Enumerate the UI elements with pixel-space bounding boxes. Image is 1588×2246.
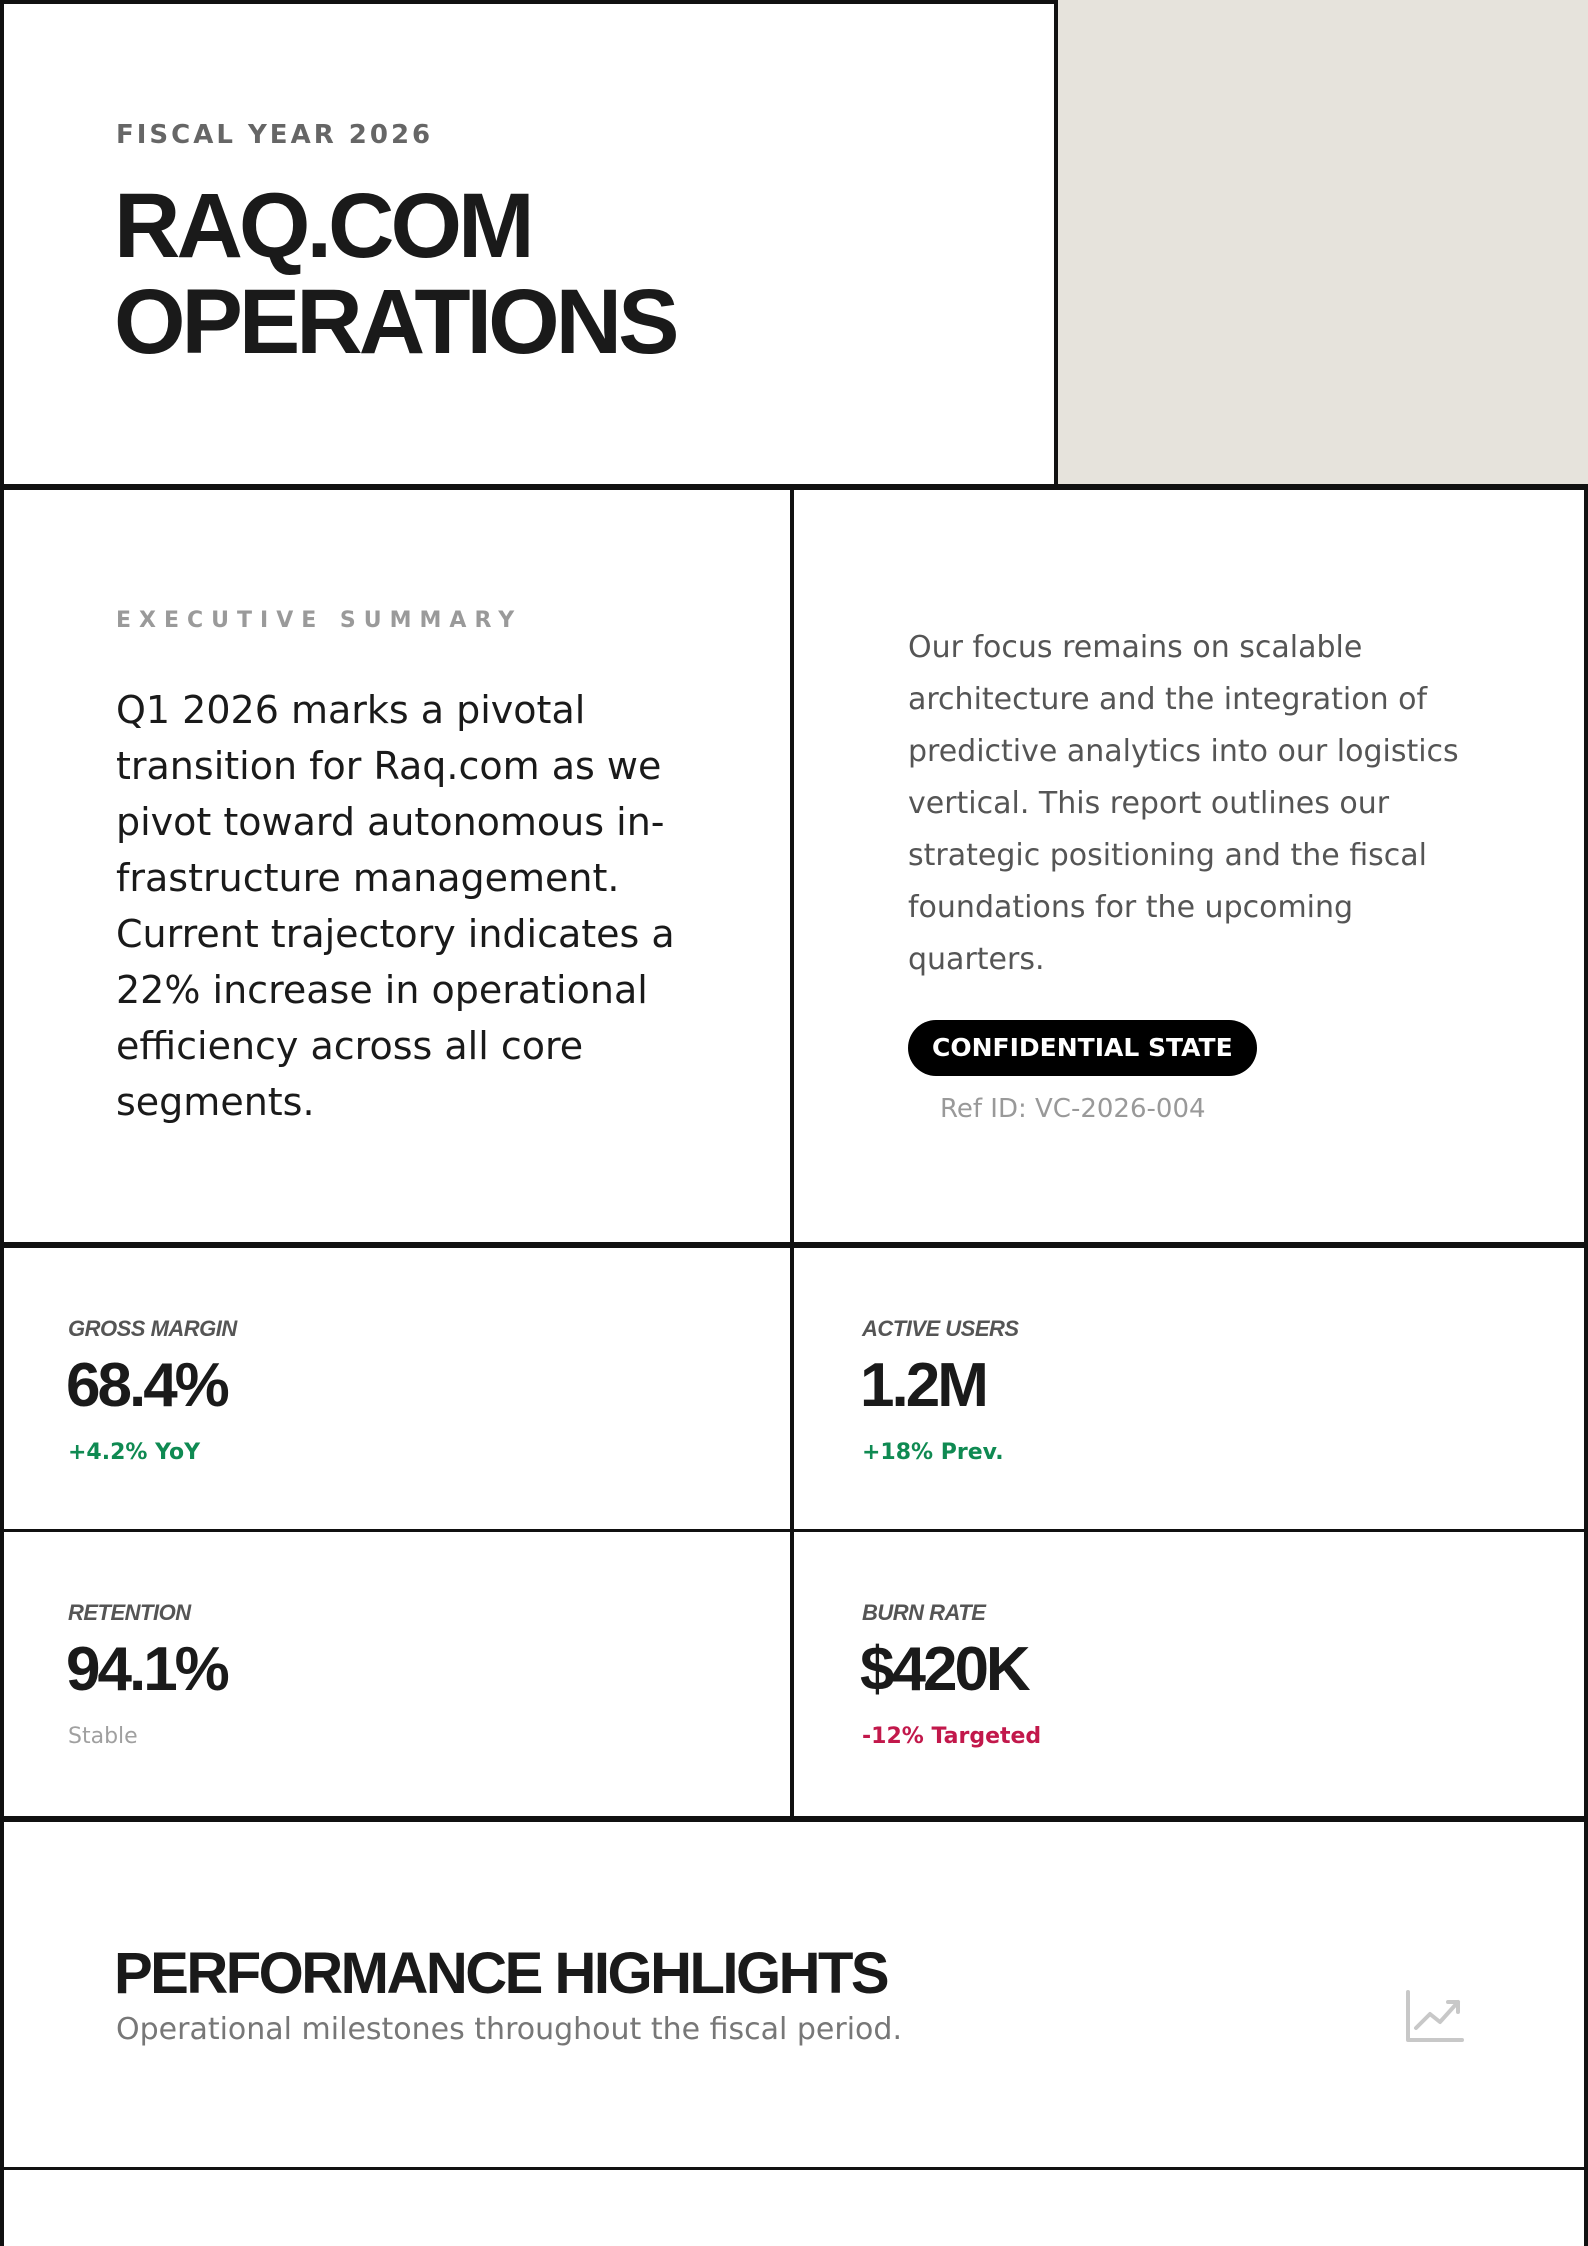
summary-detail-panel [794, 490, 1588, 1242]
page-title-line-2: OPERATIONS [114, 271, 676, 373]
metric-value: 94.1% [66, 1635, 227, 1704]
hero-logo-panel [1058, 0, 1588, 484]
section-label: EXECUTIVE SUMMARY [116, 608, 523, 633]
reference-id: Ref ID: VC-2026-004 [940, 1094, 1206, 1124]
metric-delta: +4.2% YoY [68, 1440, 201, 1465]
metric-delta: +18% Prev. [862, 1440, 1004, 1465]
metric-card-gross-margin [0, 1248, 794, 1532]
metric-card-active-users [794, 1248, 1588, 1532]
hero-section [0, 0, 1588, 490]
section-subtitle: Operational milestones throughout the fiscal period. [116, 2012, 902, 2047]
summary-lead-panel [0, 490, 794, 1242]
hero-title-panel [0, 0, 1058, 484]
fiscal-year-label: FISCAL YEAR 2026 [116, 120, 434, 150]
metrics-grid [0, 1248, 1588, 1822]
metric-value: $420K [860, 1635, 1028, 1704]
executive-summary-section [0, 490, 1588, 1248]
metric-card-retention [0, 1532, 794, 1816]
summary-body-text: Our focus remains on scalable architecture and the integration of predictive analytics into our logistics vertical. This report outlines our strategic positioning and the fiscal foundations for the upcoming quarters. [908, 630, 1459, 977]
metric-label: ACTIVE USERS [862, 1316, 1019, 1341]
metric-label: RETENTION [68, 1600, 191, 1625]
page-title [114, 175, 676, 373]
metric-label: GROSS MARGIN [68, 1316, 237, 1341]
metric-card-burn-rate [794, 1532, 1588, 1816]
confidential-badge: CONFIDENTIAL STATE [908, 1020, 1257, 1076]
summary-lead-text: Q1 2026 marks a pivotal transition for Raq.com as we pivot toward autonomous in-frastructure management. Current trajectory indicates a 22% increase in operational efficiency across all core segments. [116, 688, 675, 1124]
metric-value: 68.4% [66, 1351, 227, 1420]
metric-label: BURN RATE [862, 1600, 986, 1625]
trend-chart-icon [1404, 1988, 1466, 2044]
section-title: PERFORMANCE HIGHLIGHTS [114, 1941, 888, 2006]
metric-delta: Stable [68, 1724, 138, 1749]
metric-delta: -12% Targeted [862, 1724, 1042, 1749]
page-title-line-1: RAQ.COM [114, 175, 531, 277]
metric-value: 1.2M [860, 1351, 986, 1420]
performance-highlights-section [0, 1822, 1588, 2170]
